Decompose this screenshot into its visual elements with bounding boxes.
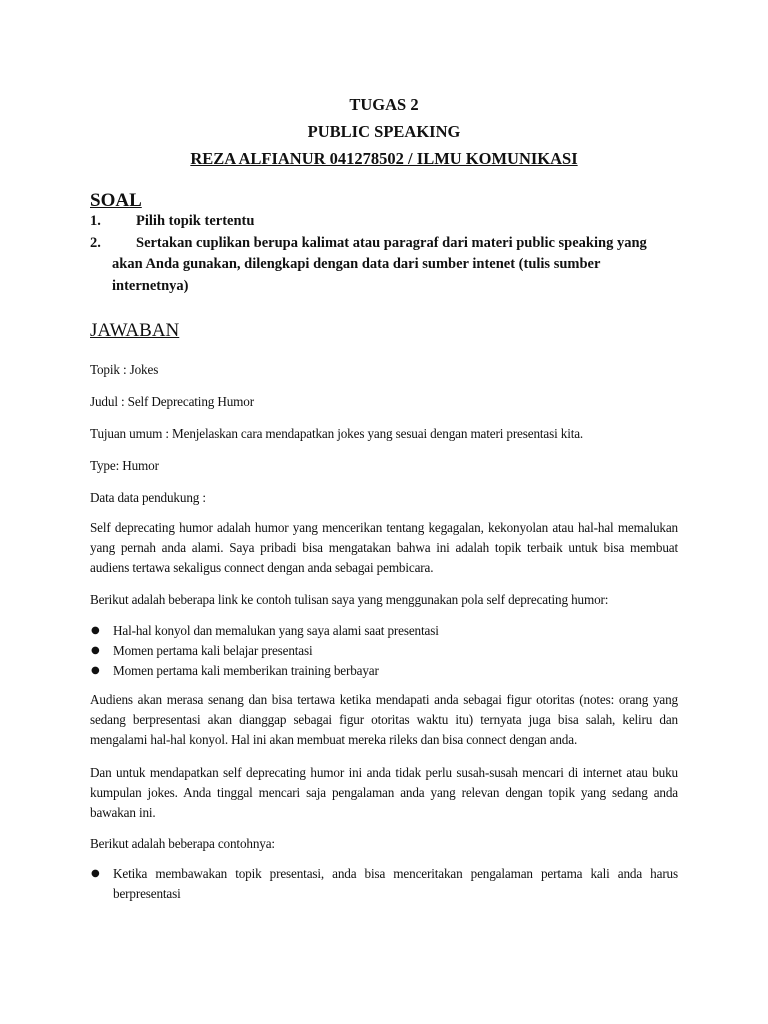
topik-line: Topik : Jokes <box>90 362 159 377</box>
soal-heading: SOAL <box>90 190 142 211</box>
type-line: Type: Humor <box>90 458 159 473</box>
examples-list <box>90 621 678 680</box>
list-text: Momen pertama kali belajar presentasi <box>113 642 313 658</box>
list-item <box>90 233 680 298</box>
list-item <box>90 621 678 641</box>
tujuan-line: Tujuan umum : Menjelaskan cara mendapatkan jokes yang sesuai dengan materi presentasi kita. <box>90 426 584 441</box>
judul-line: Judul : Self Deprecating Humor <box>90 394 254 409</box>
list-text: Sertakan cuplikan berupa kalimat atau paragraf dari materi public speaking yang akan Anda gunakan, dilengkapi dengan data dari sumber intenet (tulis sumber internetnya) <box>112 234 647 294</box>
examples-list-2 <box>90 864 678 904</box>
list-text: Momen pertama kali memberikan training berbayar <box>113 662 379 678</box>
student-info: REZA ALFIANUR 041278502 / ILMU KOMUNIKASI <box>190 149 578 168</box>
bullet-icon: ● <box>91 644 100 656</box>
bullet-icon: ● <box>91 664 100 676</box>
paragraph-5: Berikut adalah beberapa contohnya: <box>90 836 275 851</box>
list-item <box>90 661 678 681</box>
paragraph-4: Dan untuk mendapatkan self deprecating humor ini anda tidak perlu susah-susah mencari di internet atau buku kumpulan jokes. Anda tinggal mencari saja pengalaman anda yang relevan dengan topik yang sedang anda bawakan ini. <box>90 765 678 820</box>
list-text: Ketika membawakan topik presentasi, anda bisa menceritakan pengalaman pertama kali anda harus berpresentasi <box>113 866 678 901</box>
assignment-title: TUGAS 2 <box>349 95 419 114</box>
list-number: 1. <box>90 213 101 229</box>
list-item <box>90 864 678 904</box>
course-title: PUBLIC SPEAKING <box>307 122 461 141</box>
bullet-icon: ● <box>91 625 100 636</box>
data-pendukung-line: Data data pendukung : <box>90 490 206 505</box>
soal-list <box>90 211 680 297</box>
paragraph-2: Berikut adalah beberapa link ke contoh tulisan saya yang menggunakan pola self deprecating humor: <box>90 592 609 607</box>
list-text: Hal-hal konyol dan memalukan yang saya alami saat presentasi <box>113 623 439 638</box>
document-header <box>0 91 768 172</box>
paragraph-1: Self deprecating humor adalah humor yang mencerikan tentang kegagalan, kekonyolan atau hal-hal memalukan yang pernah anda alami. Saya pribadi bisa mengatakan bahwa ini adalah topik terbaik untuk bisa membuat audiens tertawa sekaligus connect dengan anda sebagai pembicara. <box>90 520 678 575</box>
list-item <box>90 211 680 233</box>
list-text: Pilih topik tertentu <box>136 213 255 229</box>
list-item <box>90 641 678 661</box>
paragraph-3: Audiens akan merasa senang dan bisa tertawa ketika mendapati anda sebagai figur otoritas (notes: orang yang sedang berpresentasi akan dianggap sebagai figur otoritas waktu itu) ternyata juga bisa salah, keliru dan mengalami hal-hal konyol. Hal ini akan membuat mereka rileks dan bisa connect dengan anda. <box>90 692 678 747</box>
jawaban-heading: JAWABAN <box>90 320 180 341</box>
list-number: 2. <box>90 234 101 251</box>
bullet-icon: ● <box>91 868 100 879</box>
